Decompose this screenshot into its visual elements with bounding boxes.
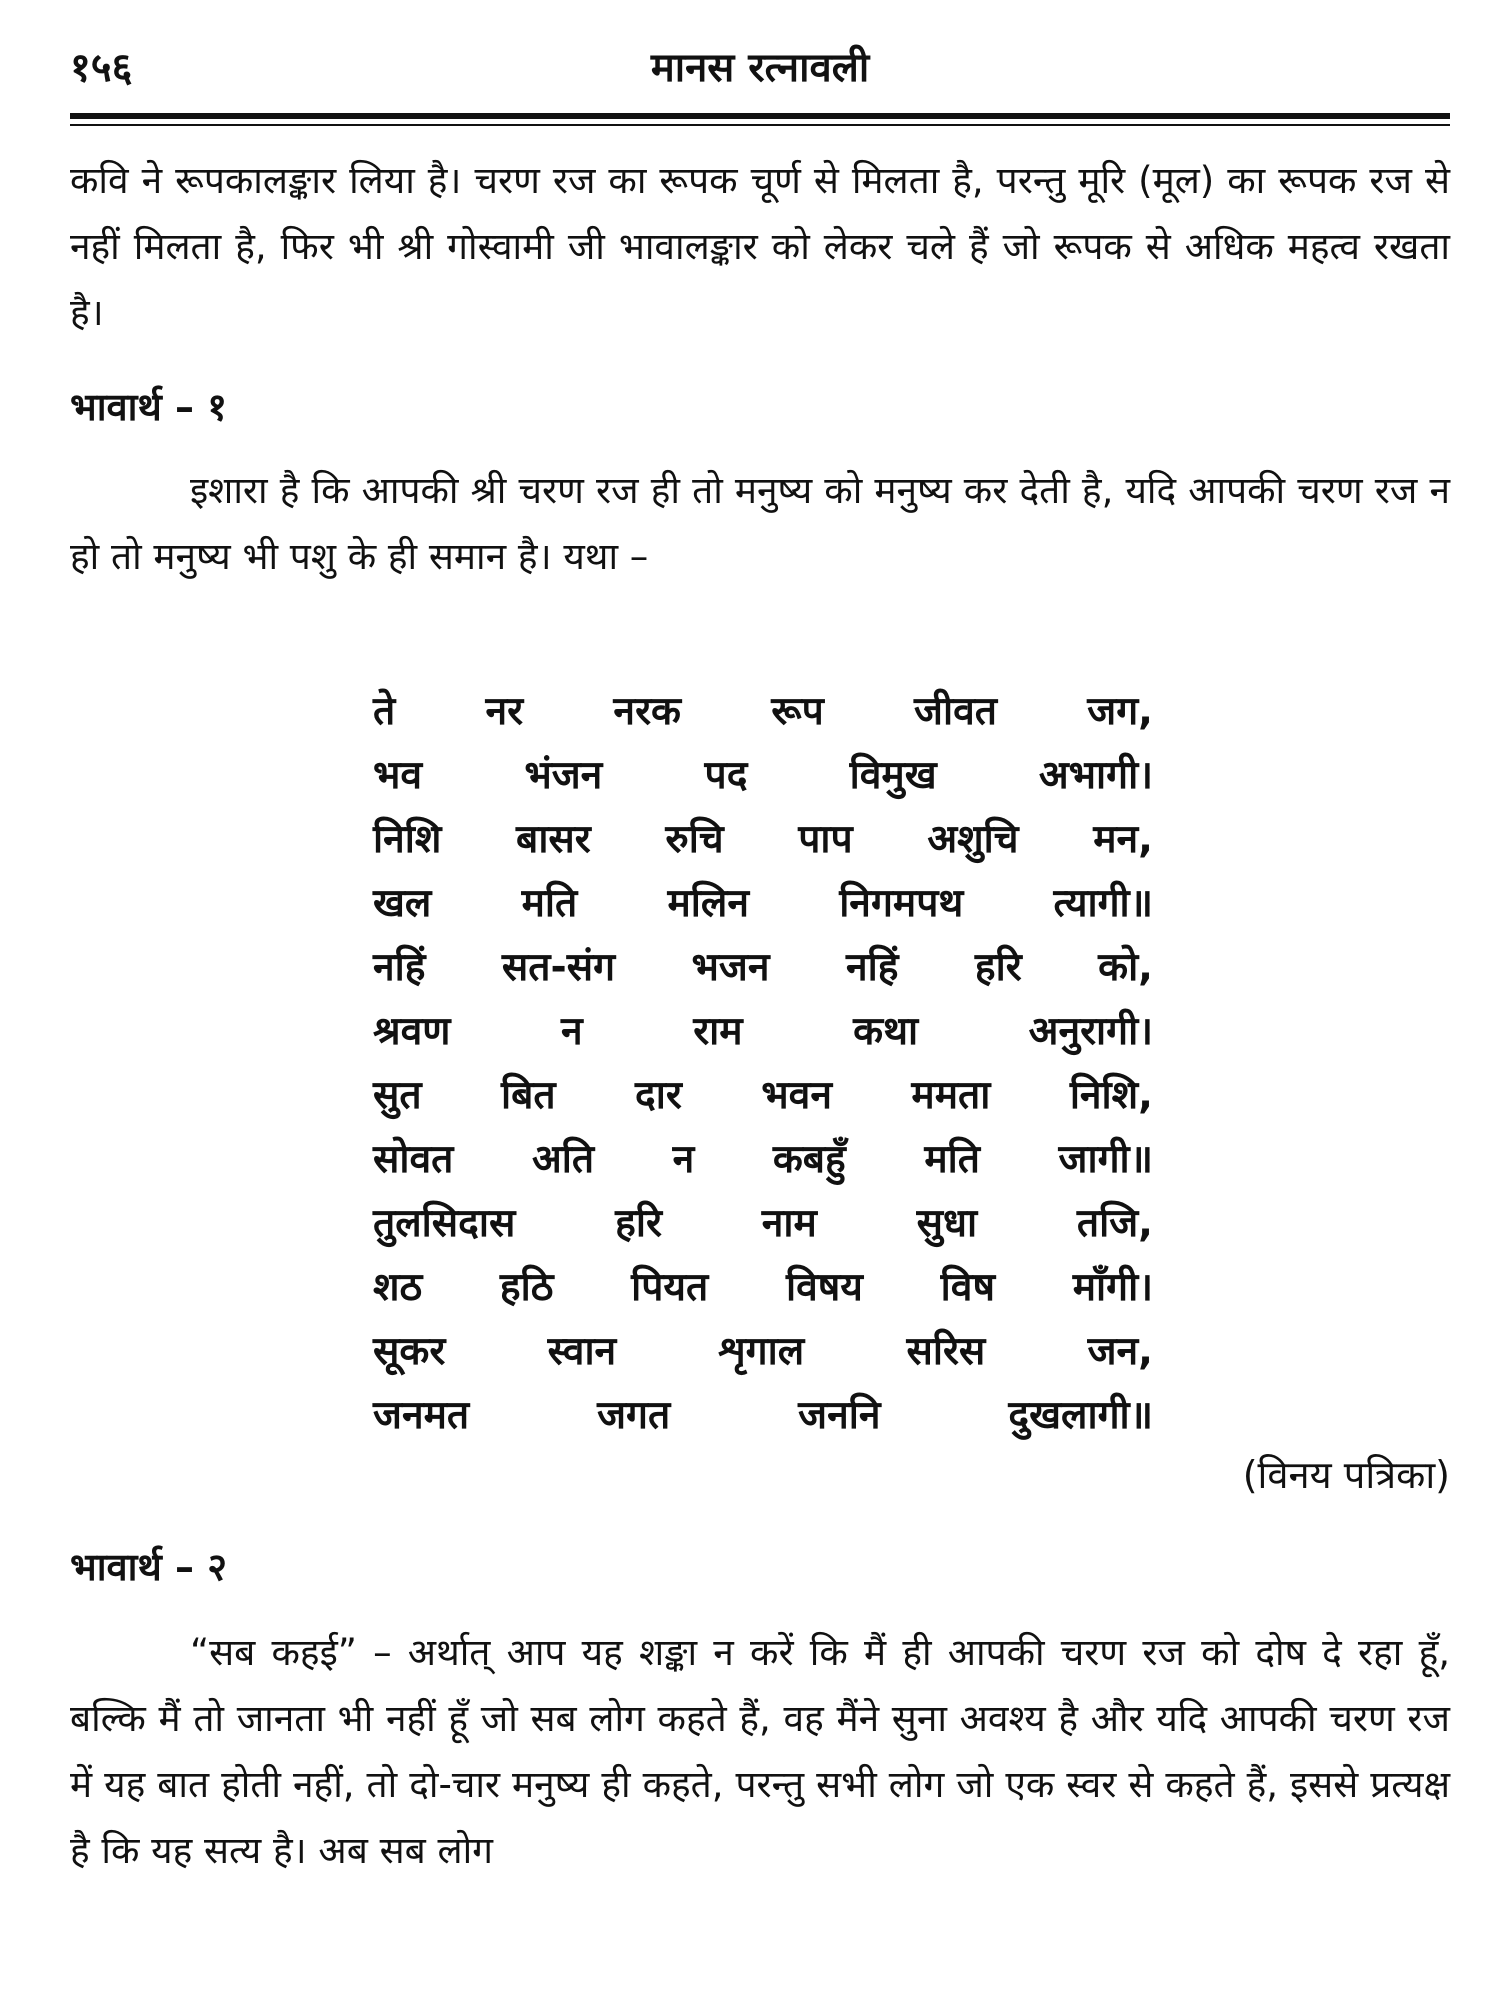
verse-line: भव भंजन पद विमुख अभागी।	[373, 753, 1153, 798]
section-2-heading: भावार्थ – २	[70, 1545, 228, 1589]
verse-line: सोवत अति न कबहुँ मति जागी॥	[373, 1137, 1153, 1182]
verse-line: तुलसिदास हरि नाम सुधा तजि,	[373, 1201, 1153, 1246]
page-number: १५६	[70, 45, 133, 91]
verse-line: खल मति मलिन निगमपथ त्यागी॥	[373, 881, 1153, 926]
verse-block	[373, 680, 1153, 1448]
verse-line: जनमत जगत जननि दुखलागी॥	[373, 1393, 1153, 1438]
verse-line: निशि बासर रुचि पाप अशुचि मन,	[373, 817, 1153, 862]
section-1-heading: भावार्थ – १	[70, 385, 228, 429]
book-title: मानस रत्नावली	[650, 45, 870, 91]
verse-line: सूकर स्वान शृगाल सरिस जन,	[373, 1329, 1153, 1374]
intro-paragraph: कवि ने रूपकालङ्कार लिया है। चरण रज का रूपक चूर्ण से मिलता है, परन्तु मूरि (मूल) का रूपक रज से नहीं मिलता है, फिर भी श्री गोस्वामी जी भावालङ्कार को लेकर चले हैं जो रूपक से अधिक महत्व रखता है।	[70, 159, 1450, 334]
verse-line: नहिं सत-संग भजन नहिं हरि को,	[373, 945, 1153, 990]
header-rule-thin	[70, 124, 1450, 126]
verse-line: ते नर नरक रूप जीवत जग,	[373, 689, 1153, 734]
header-rule-thick	[70, 113, 1450, 119]
section-2-paragraph: “सब कहई” – अर्थात् आप यह शङ्का न करें कि मैं ही आपकी चरण रज को दोष दे रहा हूँ, बल्कि मैं तो जानता भी नहीं हूँ जो सब लोग कहते हैं, वह मैंने सुना अवश्य है और यदि आपकी चरण रज में यह बात होती नहीं, तो दो-चार मनुष्य ही कहते, परन्तु सभी लोग जो एक स्वर से कहते हैं, इससे प्रत्यक्ष है कि यह सत्य है। अब सब लोग	[70, 1631, 1450, 1872]
page-header	[70, 38, 1450, 98]
section-1-paragraph: इशारा है कि आपकी श्री चरण रज ही तो मनुष्य को मनुष्य कर देती है, यदि आपकी चरण रज न हो तो मनुष्य भी पशु के ही समान है। यथा –	[70, 469, 1450, 578]
verse-line: श्रवण न राम कथा अनुरागी।	[373, 1009, 1153, 1054]
verse-source-citation: (विनय पत्रिका)	[1242, 1453, 1450, 1497]
verse-line: शठ हठि पियत विषय विष माँगी।	[373, 1265, 1153, 1310]
verse-line: सुत बित दार भवन ममता निशि,	[373, 1073, 1153, 1118]
